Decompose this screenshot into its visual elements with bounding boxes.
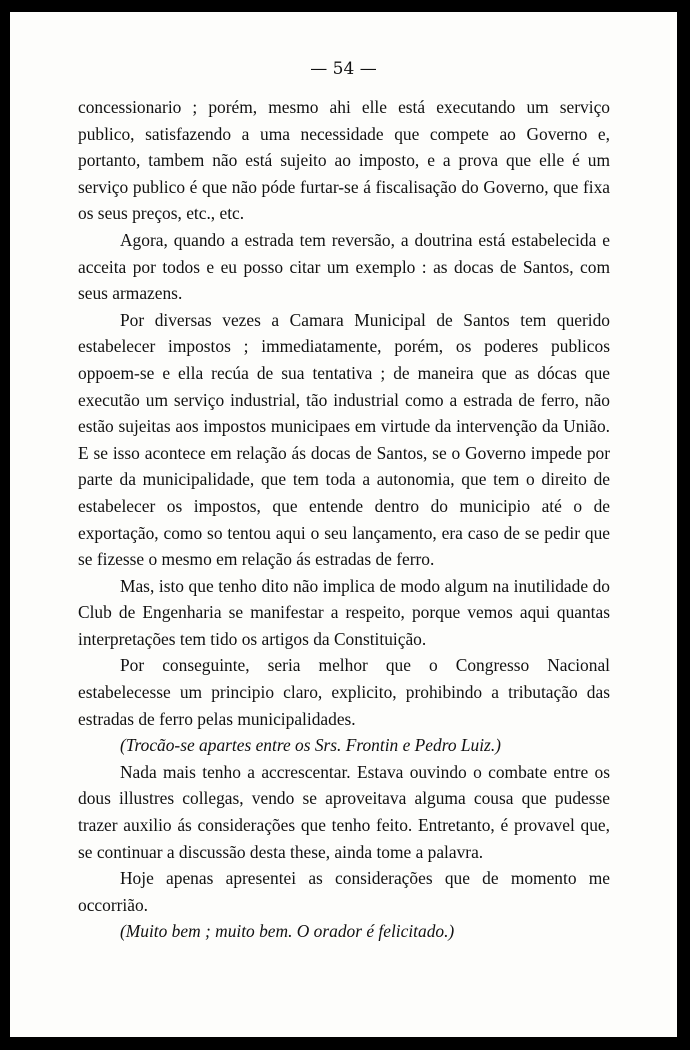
paragraph-7: Hoje apenas apresentei as considerações que de momento me occorrião. bbox=[78, 868, 610, 915]
paragraph-6: Nada mais tenho a accrescentar. Estava ouvindo o combate entre os dous illustres collegas, vendo se aproveitava alguma cousa que pudesse trazer auxilio ás considerações que tenho feito. Entretanto, é provavel que, se continuar a discussão desta these, ainda tome a palavra. bbox=[78, 761, 610, 862]
paragraph-5: Por conseguinte, seria melhor que o Congresso Nacional estabelecesse um principio claro, explicito, prohibindo a tributação das estradas de ferro pelas municipalidades. bbox=[78, 655, 610, 729]
paragraph-1: concessionario ; porém, mesmo ahi elle está executando um serviço publico, satisfazendo a uma necessidade que compete ao Governo e, portanto, tambem não está sujeito ao imposto, e a prova que elle é um serviço publico é que não póde furtar-se á fiscalisação do Governo, que fixa os seus preços, etc., etc. bbox=[78, 97, 610, 224]
paragraph-2: Agora, quando a estrada tem reversão, a doutrina está estabelecida e acceita por todos e eu posso citar um exemplo : as docas de Santos, com seus armazens. bbox=[78, 229, 610, 304]
paragraph-4: Mas, isto que tenho dito não implica de modo algum na inutilidade do Club de Engenharia se manifestar a respeito, porque vemos aqui quantas interpretações tem tido os artigos da Constituição. bbox=[78, 575, 610, 649]
page-body-text bbox=[78, 94, 610, 945]
paragraph-3: Por diversas vezes a Camara Municipal de Santos tem querido estabelecer impostos ; immediatamente, porém, os poderes publicos oppoem-se e ella recúa de sua tentativa ; de maneira que as dócas que executão um serviço industrial, tão industrial como a estrada de ferro, não estão sujeitas aos impostos municipaes em virtude da intervenção da União. E se isso acontece em relação ás docas de Santos, se o Governo impede por parte da municipalidade, que tem toda a autonomia, que tem o direito de estabelecer os impostos, que entende dentro do municipio até o de exportação, como so tentou aqui o seu lançamento, era caso de se pedir que se fizesse o mesmo em relação ás estradas de ferro. bbox=[78, 309, 610, 570]
book-page bbox=[10, 12, 677, 1037]
stage-note-applause: (Muito bem ; muito bem. O orador é felicitado.) bbox=[120, 921, 455, 942]
page-number: — 54 — bbox=[310, 59, 377, 79]
stage-note-apartes: (Trocão-se apartes entre os Srs. Frontin e Pedro Luiz.) bbox=[120, 735, 501, 756]
